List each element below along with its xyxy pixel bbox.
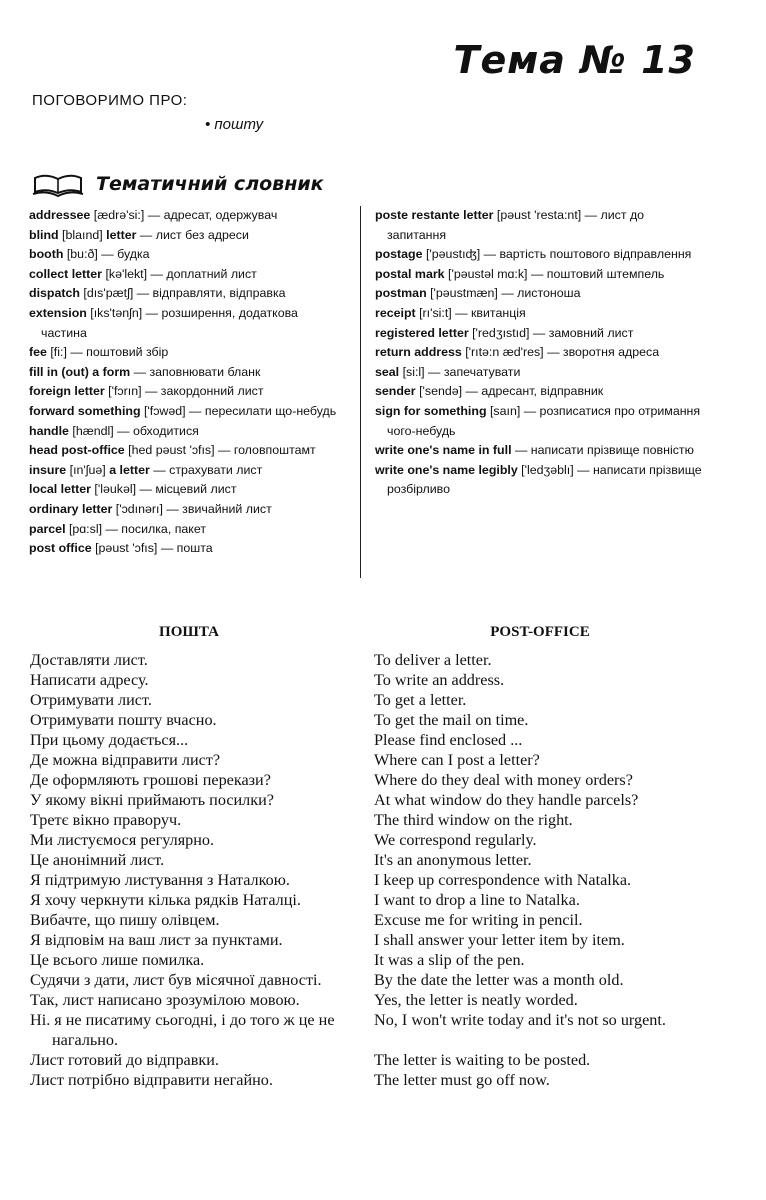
vocabulary-entry (29, 265, 347, 285)
phrase-line: To write an address. (374, 671, 505, 689)
vocabulary-definition: [pəust 'resta:nt] — лист до запитання (387, 208, 645, 242)
vocabulary-entry (29, 539, 347, 559)
vocabulary-entry (29, 304, 347, 343)
vocabulary-entry (375, 284, 705, 304)
vocabulary-entry (29, 284, 347, 304)
vocabulary-term: sender (375, 384, 416, 399)
phrase-line: By the date the letter was a month old. (374, 971, 624, 989)
vocabulary-definition: ['pəustəl mɑ:k] — поштовий штемпель (444, 266, 665, 281)
vocabulary-term: handle (29, 423, 69, 438)
vocabulary-definition: [si:l] — запечатувати (399, 364, 521, 379)
vocabulary-entry (29, 461, 347, 481)
vocabulary-term: foreign letter (29, 384, 105, 399)
vocabulary-definition: ['redʒıstıd] — замовний лист (468, 325, 634, 340)
vocabulary-definition: [blaınd] (58, 227, 107, 242)
phrase-line: Вибачте, що пишу олівцем. (30, 911, 220, 929)
vocabulary-term: ordinary letter (29, 501, 113, 516)
vocabulary-term: return address (375, 345, 462, 360)
phrase-line: Я хочу черкнути кілька рядків Наталці. (30, 891, 301, 909)
phrases-english-column (374, 650, 714, 1090)
phrase-line: I keep up correspondence with Natalka. (374, 871, 632, 889)
vocabulary-entry (375, 206, 705, 245)
vocabulary-header (32, 170, 324, 198)
vocabulary-definition: ['ləukəl] — місцевий лист (90, 482, 237, 497)
vocabulary-definition: [bu:ð] — будка (63, 247, 150, 262)
vocabulary-term: write one's name legibly (375, 462, 518, 477)
vocabulary-entry (375, 363, 705, 383)
phrases-english-title: POST-OFFICE (490, 624, 590, 640)
open-book-icon (32, 170, 84, 198)
vocabulary-definition: ['fɔwəd] — пересилати що-небудь (140, 403, 337, 418)
vocabulary-definition: ['pəustmæn] — листоноша (426, 286, 581, 301)
vocabulary-term: parcel (29, 521, 66, 536)
phrase-line: У якому вікні приймають посилки? (30, 791, 274, 809)
vocabulary-term: letter (106, 227, 137, 242)
vocabulary-entry (375, 245, 705, 265)
vocabulary-entry (29, 480, 347, 500)
vocabulary-entry (375, 441, 705, 461)
vocabulary-entry (29, 441, 347, 461)
vocabulary-term: a letter (109, 462, 150, 477)
vocabulary-definition: [kə'lekt] — доплатний лист (102, 266, 257, 281)
vocabulary-definition: — страхувати лист (149, 462, 263, 477)
vocabulary-definition: [fi:] — поштовий збір (46, 345, 169, 360)
vocabulary-term: sign for something (375, 403, 487, 418)
vocabulary-definition: ['pəustıʤ] — вартість поштового відправлення (422, 247, 692, 262)
vocabulary-term: postman (375, 286, 427, 301)
vocabulary-entry (29, 402, 347, 422)
vocabulary-definition: [pəust 'ɔfıs] — пошта (91, 541, 213, 556)
vocabulary-term: postage (375, 247, 423, 262)
phrase-line: To deliver a letter. (374, 651, 492, 669)
vocabulary-right-column (375, 206, 705, 500)
phrase-line: Отримувати пошту вчасно. (30, 711, 217, 729)
phrase-line: Ні. я не писатиму сьогодні, і до того ж це не нагально. (30, 1011, 335, 1049)
vocabulary-definition: [hed pəust 'ɔfıs] — головпоштамт (124, 443, 316, 458)
vocabulary-term: insure (29, 462, 67, 477)
phrase-line: Написати адресу. (30, 671, 149, 689)
talk-about-item: • пошту (205, 116, 264, 133)
phrase-line: Ми листуємося регулярно. (30, 831, 215, 849)
phrase-line: Де оформляють грошові перекази? (30, 771, 271, 789)
phrase-line: Судячи з дати, лист був місячної давності. (30, 971, 322, 989)
phrase-line: It's an anonymous letter. (374, 851, 532, 869)
vocabulary-term: collect letter (29, 266, 102, 281)
vocabulary-definition: ['ɔdınərı] — звичайний лист (112, 501, 272, 516)
column-divider (360, 206, 361, 578)
vocabulary-definition: [ıks'tənʃn] — розширення, додаткова частина (41, 305, 298, 340)
vocabulary-entry (29, 382, 347, 402)
vocabulary-term: local letter (29, 482, 91, 497)
vocabulary-term: fee (29, 345, 47, 360)
phrase-line: Yes, the letter is neatly worded. (374, 991, 578, 1009)
phrase-line: Доставляти лист. (30, 651, 148, 669)
phrase-line: The third window on the right. (374, 811, 573, 829)
phrase-line: Я відповім на ваш лист за пунктами. (30, 931, 283, 949)
phrase-line: I shall answer your letter item by item. (374, 931, 625, 949)
phrase-line: Це всього лише помилка. (30, 951, 205, 969)
vocabulary-term: booth (29, 247, 64, 262)
phrase-line: Де можна відправити лист? (30, 751, 221, 769)
vocabulary-entry (29, 226, 347, 246)
vocabulary-entry (375, 304, 705, 324)
vocabulary-term: receipt (375, 305, 416, 320)
vocabulary-entry (375, 265, 705, 285)
phrase-line: Отримувати лист. (30, 691, 152, 709)
phrase-line: Where do they deal with money orders? (374, 771, 633, 789)
vocabulary-entry (375, 461, 705, 500)
vocabulary-definition: [pɑ:sl] — посилка, пакет (65, 521, 207, 536)
vocabulary-definition: [ın'ʃuə] (66, 462, 110, 477)
vocabulary-term: dispatch (29, 286, 80, 301)
vocabulary-definition: — написати прізвище повністю (511, 443, 694, 458)
vocabulary-definition: [hændl] — обходитися (68, 423, 199, 438)
vocabulary-definition: ['fɔrın] — закордонний лист (104, 384, 264, 399)
phrase-line: Третє вікно праворуч. (30, 811, 182, 829)
vocabulary-term: blind (29, 227, 59, 242)
phrase-line: Please find enclosed ... (374, 731, 523, 749)
vocabulary-definition: ['ledʒəblı] — написати прізвище розбірливо (387, 462, 702, 497)
phrase-line: We correspond regularly. (374, 831, 537, 849)
vocabulary-definition: ['sendə] — адресант, відправник (415, 384, 604, 399)
phrase-line: Я підтримую листування з Наталкою. (30, 871, 290, 889)
vocabulary-term: forward something (29, 403, 141, 418)
vocabulary-term: head post-office (29, 443, 125, 458)
vocabulary-term: registered letter (375, 325, 469, 340)
phrase-line: Excuse me for writing in pencil. (374, 911, 583, 929)
vocabulary-title: Тематичний словник (96, 173, 324, 195)
vocabulary-term: seal (375, 364, 400, 379)
topic-title: Тема № 13 (453, 38, 696, 82)
phrase-line: To get a letter. (374, 691, 467, 709)
vocabulary-entry (375, 382, 705, 402)
vocabulary-term: fill in (out) a form (29, 364, 131, 379)
vocabulary-left-column (29, 206, 347, 559)
vocabulary-definition: ['rıtə:n æd'res] — зворотня адреса (461, 345, 660, 360)
phrase-line: Так, лист написано зрозумілою мовою. (30, 991, 300, 1009)
phrase-line: Where can I post a letter? (374, 751, 540, 769)
vocabulary-entry (375, 324, 705, 344)
vocabulary-entry (29, 343, 347, 363)
vocabulary-entry (29, 245, 347, 265)
phrase-line: The letter is waiting to be posted. (374, 1051, 591, 1069)
vocabulary-definition: [dıs'pætʃ] — відправляти, відправка (79, 286, 286, 301)
vocabulary-term: postal mark (375, 266, 445, 281)
phrase-line: At what window do they handle parcels? (374, 791, 639, 809)
phrase-line: The letter must go off now. (374, 1071, 550, 1089)
vocabulary-term: addressee (29, 208, 91, 222)
phrase-line: It was a slip of the pen. (374, 951, 525, 969)
phrase-line: I want to drop a line to Natalka. (374, 891, 580, 909)
phrase-line: Це анонімний лист. (30, 851, 165, 869)
vocabulary-entry (29, 206, 347, 226)
vocabulary-term: write one's name in full (375, 443, 512, 458)
vocabulary-term: post office (29, 541, 92, 556)
vocabulary-entry (375, 343, 705, 363)
vocabulary-definition: [rı'si:t] — квитанція (415, 305, 526, 320)
phrase-line: При цьому додається... (30, 731, 189, 749)
vocabulary-term: extension (29, 305, 87, 320)
vocabulary-entry (29, 363, 347, 383)
talk-about-label: ПОГОВОРИМО ПРО: (32, 92, 188, 109)
vocabulary-entry (29, 500, 347, 520)
vocabulary-definition: [saın] — розписатися про отримання чого-небудь (387, 403, 701, 438)
phrase-line: Лист потрібно відправити негайно. (30, 1071, 273, 1089)
phrase-line: No, I won't write today and it's not so urgent. (374, 1011, 666, 1029)
phrases-ukrainian-column (30, 650, 360, 1090)
phrase-line: To get the mail on time. (374, 711, 529, 729)
vocabulary-entry (375, 402, 705, 441)
phrase-line: Лист готовий до відправки. (30, 1051, 219, 1069)
phrases-ukrainian-title: ПОШТА (159, 624, 219, 640)
vocabulary-definition: — заповнювати бланк (130, 364, 261, 379)
vocabulary-definition: — лист без адреси (136, 227, 249, 242)
vocabulary-entry (29, 422, 347, 442)
vocabulary-term: poste restante letter (375, 208, 494, 222)
vocabulary-definition: [ædrə'si:] — адресат, одержувач (90, 208, 278, 222)
vocabulary-entry (29, 520, 347, 540)
